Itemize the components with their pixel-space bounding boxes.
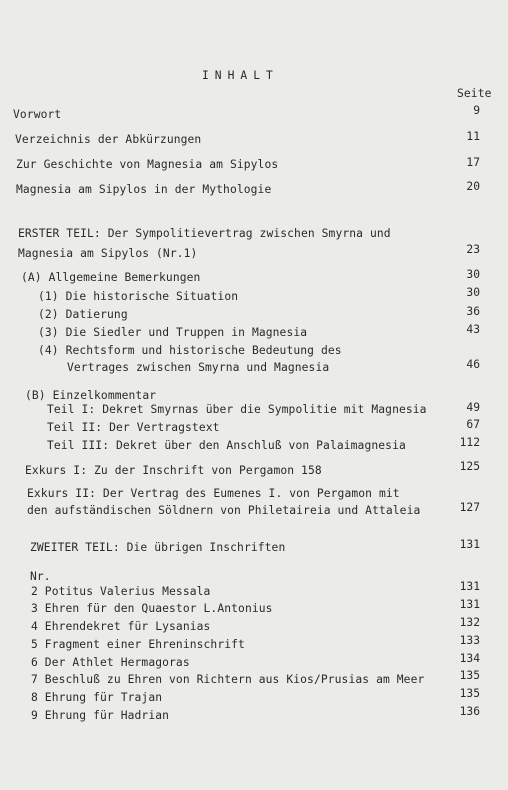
- toc-entry-text: Magnesia am Sipylos in der Mythologie: [16, 183, 272, 196]
- toc-entry-text: 6 Der Athlet Hermagoras: [31, 656, 190, 669]
- toc-entry-text: Exkurs II: Der Vertrag des Eumenes I. von Pergamon mit: [27, 487, 400, 500]
- toc-entry-page: 49: [466, 401, 480, 414]
- toc-entry-text: Magnesia am Sipylos (Nr.1): [18, 247, 198, 260]
- toc-entry-text: 9 Ehrung für Hadrian: [31, 709, 170, 722]
- toc-entry-text: 4 Ehrendekret für Lysanias: [31, 620, 211, 633]
- toc-entry-page: 127: [459, 501, 480, 514]
- toc-entry-page: 30: [466, 286, 480, 299]
- toc-entry-page: 112: [459, 436, 480, 449]
- toc-entry-page: 125: [459, 460, 480, 473]
- toc-entry-text: den aufständischen Söldnern von Philetaireia und Attaleia: [27, 504, 421, 517]
- toc-entry-text: 2 Potitus Valerius Messala: [31, 585, 211, 598]
- toc-entry-page: 132: [459, 616, 480, 629]
- toc-entry-text: (4) Rechtsform und historische Bedeutung des: [38, 344, 342, 357]
- toc-entry-page: 135: [459, 669, 480, 682]
- toc-entry-text: 3 Ehren für den Quaestor L.Antonius: [31, 602, 273, 615]
- toc-entry-text: 7 Beschluß zu Ehren von Richtern aus Kios/Prusias am Meer: [31, 673, 425, 686]
- toc-entry-text: Teil I: Dekret Smyrnas über die Sympolitie mit Magnesia: [47, 403, 427, 416]
- page-column-label: Seite: [457, 87, 492, 100]
- toc-entry-page: 131: [459, 580, 480, 593]
- toc-entry-text: ZWEITER TEIL: Die übrigen Inschriften: [30, 541, 286, 554]
- toc-entry-text: Vorwort: [13, 108, 62, 121]
- toc-entry-page: 17: [466, 156, 480, 169]
- toc-entry-text: Vertrages zwischen Smyrna und Magnesia: [67, 361, 330, 374]
- toc-entry-text: Exkurs I: Zu der Inschrift von Pergamon 158: [25, 464, 322, 477]
- toc-entry-text: (B) Einzelkommentar: [25, 389, 157, 402]
- toc-entry-text: ERSTER TEIL: Der Sympolitievertrag zwischen Smyrna und: [18, 227, 391, 240]
- toc-entry-text: Verzeichnis der Abkürzungen: [15, 133, 202, 146]
- toc-entry-page: 46: [466, 358, 480, 371]
- toc-entry-page: 11: [466, 130, 480, 143]
- toc-entry-page: 20: [466, 180, 480, 193]
- toc-entry-text: 8 Ehrung für Trajan: [31, 691, 163, 704]
- toc-entry-page: 135: [459, 687, 480, 700]
- toc-entry-page: 134: [459, 652, 480, 665]
- toc-entry-page: 131: [459, 538, 480, 551]
- toc-entry-text: (2) Datierung: [38, 308, 128, 321]
- toc-entry-page: 136: [459, 705, 480, 718]
- toc-entry-text: Nr.: [30, 570, 51, 583]
- toc-entry-page: 67: [466, 418, 480, 431]
- toc-entry-page: 23: [466, 243, 480, 256]
- toc-entry-page: 131: [459, 598, 480, 611]
- toc-entry-text: (A) Allgemeine Bemerkungen: [21, 271, 201, 284]
- toc-entry-page: 9: [473, 104, 480, 117]
- toc-entry-page: 36: [466, 305, 480, 318]
- toc-entry-text: (3) Die Siedler und Truppen in Magnesia: [38, 326, 308, 339]
- toc-entry-text: 5 Fragment einer Ehreninschrift: [31, 638, 245, 651]
- toc-entry-text: Teil III: Dekret über den Anschluß von Palaimagnesia: [47, 439, 406, 452]
- toc-entry-text: Teil II: Der Vertragstext: [47, 421, 220, 434]
- toc-entry-page: 43: [466, 323, 480, 336]
- page-title: INHALT: [202, 69, 279, 82]
- toc-entry-page: 30: [466, 268, 480, 281]
- toc-entry-text: (1) Die historische Situation: [38, 290, 239, 303]
- toc-entry-page: 133: [459, 634, 480, 647]
- toc-entry-text: Zur Geschichte von Magnesia am Sipylos: [16, 158, 279, 171]
